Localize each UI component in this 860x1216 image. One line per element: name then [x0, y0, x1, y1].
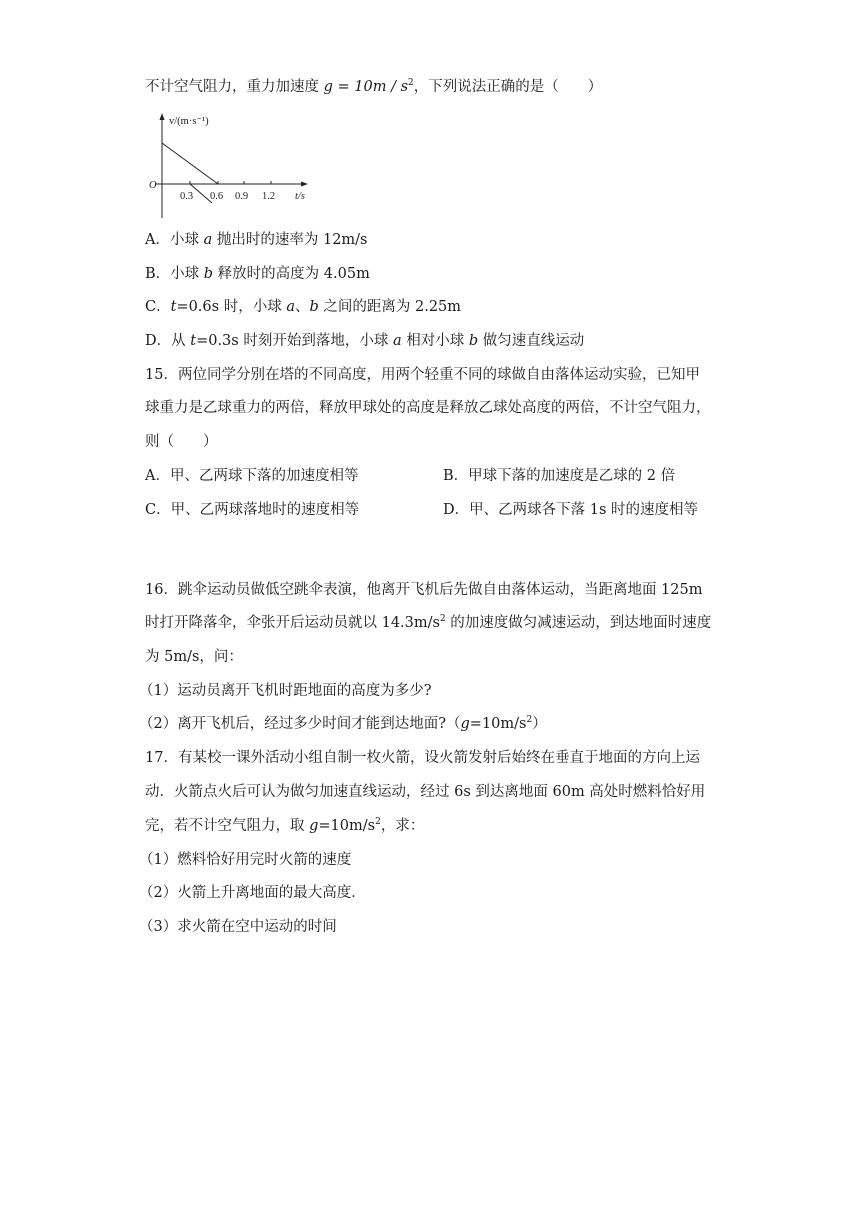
option-letter: B．: [145, 266, 171, 282]
option-text: 小球: [170, 266, 204, 282]
q14-stem-end: ，下列说法正确的是（ ）: [413, 79, 603, 95]
option-var: b: [468, 333, 479, 349]
q16-stem-line3: 为 5m/s，问：: [145, 649, 243, 665]
option-letter: A．: [145, 232, 170, 248]
option-text: =0.3s 时刻开始到落地，小球: [196, 333, 393, 349]
q17-var: g: [309, 818, 319, 834]
option-text: 、: [294, 299, 310, 315]
q15-stem-line1: 15．两位同学分别在塔的不同高度，用两个轻重不同的球做自由落体运动实验，已知甲: [145, 367, 700, 383]
q16-sub2-sup: 2: [526, 715, 533, 726]
q15-option-a: A．甲、乙两球下落的加速度相等: [145, 468, 359, 484]
option-var: a: [203, 232, 213, 248]
vt-graph-tick-label: 1.2: [262, 191, 276, 202]
q17-sup: 2: [375, 817, 381, 828]
q17-stem-line2: 动．火箭点火后可认为做匀加速直线运动，经过 6s 到达离地面 60m 高处时燃料恰好用: [145, 784, 706, 800]
vt-graph-y-arrow: [160, 113, 165, 120]
vt-graph-tick-label: 0.3: [180, 191, 194, 202]
vt-graph-y-label: v/(m·s⁻¹): [169, 116, 209, 127]
option-var: a: [286, 299, 295, 315]
option-text: =0.6s 时，小球: [176, 299, 287, 315]
q17-stem-line1: 17．有某校一课外活动小组自制一枚火箭，设火箭发射后始终在垂直于地面的方向上运: [145, 750, 700, 766]
q16-sub2: [139, 714, 547, 734]
q16-stem-line2: [145, 613, 711, 633]
q16-text: 的加速度做匀减速运动，到达地面时速度: [445, 615, 712, 631]
q14-option-c: [145, 297, 461, 317]
q15-stem-line3: 则（ ）: [145, 434, 218, 450]
option-var: b: [203, 266, 214, 282]
option-var: t: [190, 333, 197, 349]
option-var: a: [392, 333, 402, 349]
q17-sub2: （2）火箭上升离地面的最大高度．: [139, 885, 366, 901]
q17-text: =10m/s: [318, 818, 376, 834]
q16-sub1: （1）运动员离开飞机时距地面的高度为多少?: [139, 683, 432, 699]
option-text: 之间的距离为 2.25m: [318, 299, 462, 315]
q16-sub2-text: =10m/s: [469, 716, 527, 732]
option-letter: D．: [145, 333, 172, 349]
option-var: b: [309, 299, 319, 315]
q17-text: ，求：: [380, 818, 425, 834]
option-text: 释放时的高度为 4.05m: [213, 266, 370, 282]
q15-option-d: D．甲、乙两球各下落 1s 时的速度相等: [443, 502, 699, 518]
q17-stem-line3: [145, 816, 424, 836]
q14-gravity-eq-sup: 2: [408, 78, 414, 89]
vt-graph-x-arrow: [301, 182, 308, 187]
q15-option-b: B．甲球下落的加速度是乙球的 2 倍: [443, 468, 676, 484]
q16-sub2-var: g: [460, 716, 470, 732]
vt-graph-tick-label: 0.6: [210, 191, 224, 202]
q14-gravity-eq: g = 10m / s: [323, 79, 409, 95]
q15-option-c: C．甲、乙两球落地时的速度相等: [145, 502, 360, 518]
q14-option-d: [145, 331, 584, 351]
option-text: 相对小球: [401, 333, 469, 349]
vt-graph-line-b: [190, 184, 212, 203]
q16-sub2-text: ）: [532, 716, 547, 732]
q16-sup: 2: [439, 614, 446, 625]
vt-graph: [145, 110, 325, 222]
q16-sub2-text: （2）离开飞机后，经过多少时间才能到达地面?（: [139, 716, 461, 732]
q17-sub1: （1）燃料恰好用完时火箭的速度: [139, 852, 352, 868]
vt-graph-x-label: t/s: [295, 191, 305, 202]
option-var: t: [170, 299, 177, 315]
option-text: 抛出时的速率为 12m/s: [212, 232, 368, 248]
q14-option-a: [145, 230, 368, 250]
option-text: 从: [171, 333, 191, 349]
vt-graph-line-a: [162, 143, 218, 184]
vt-graph-tick-label: 0.9: [235, 191, 249, 202]
q17-text: 完，若不计空气阻力，取: [145, 818, 310, 834]
q14-stem-text: 不计空气阻力，重力加速度: [145, 79, 324, 95]
vt-graph-origin: O: [149, 180, 157, 191]
q17-sub3: （3）求火箭在空中运动的时间: [139, 919, 337, 935]
option-text: 做匀速直线运动: [478, 333, 585, 349]
q16-text: 时打开降落伞，伞张开后运动员就以 14.3m/s: [145, 615, 440, 631]
q15-stem-line2: 球重力是乙球重力的两倍，释放甲球处的高度是释放乙球处高度的两倍，不计空气阻力，: [145, 400, 711, 416]
q14-option-b: [145, 264, 370, 284]
option-text: 小球: [169, 232, 204, 248]
q16-stem-line1: 16．跳伞运动员做低空跳伞表演，他离开飞机后先做自由落体运动，当距离地面 125m: [145, 582, 703, 598]
q14-stem: [145, 77, 602, 97]
option-letter: C．: [145, 299, 171, 315]
